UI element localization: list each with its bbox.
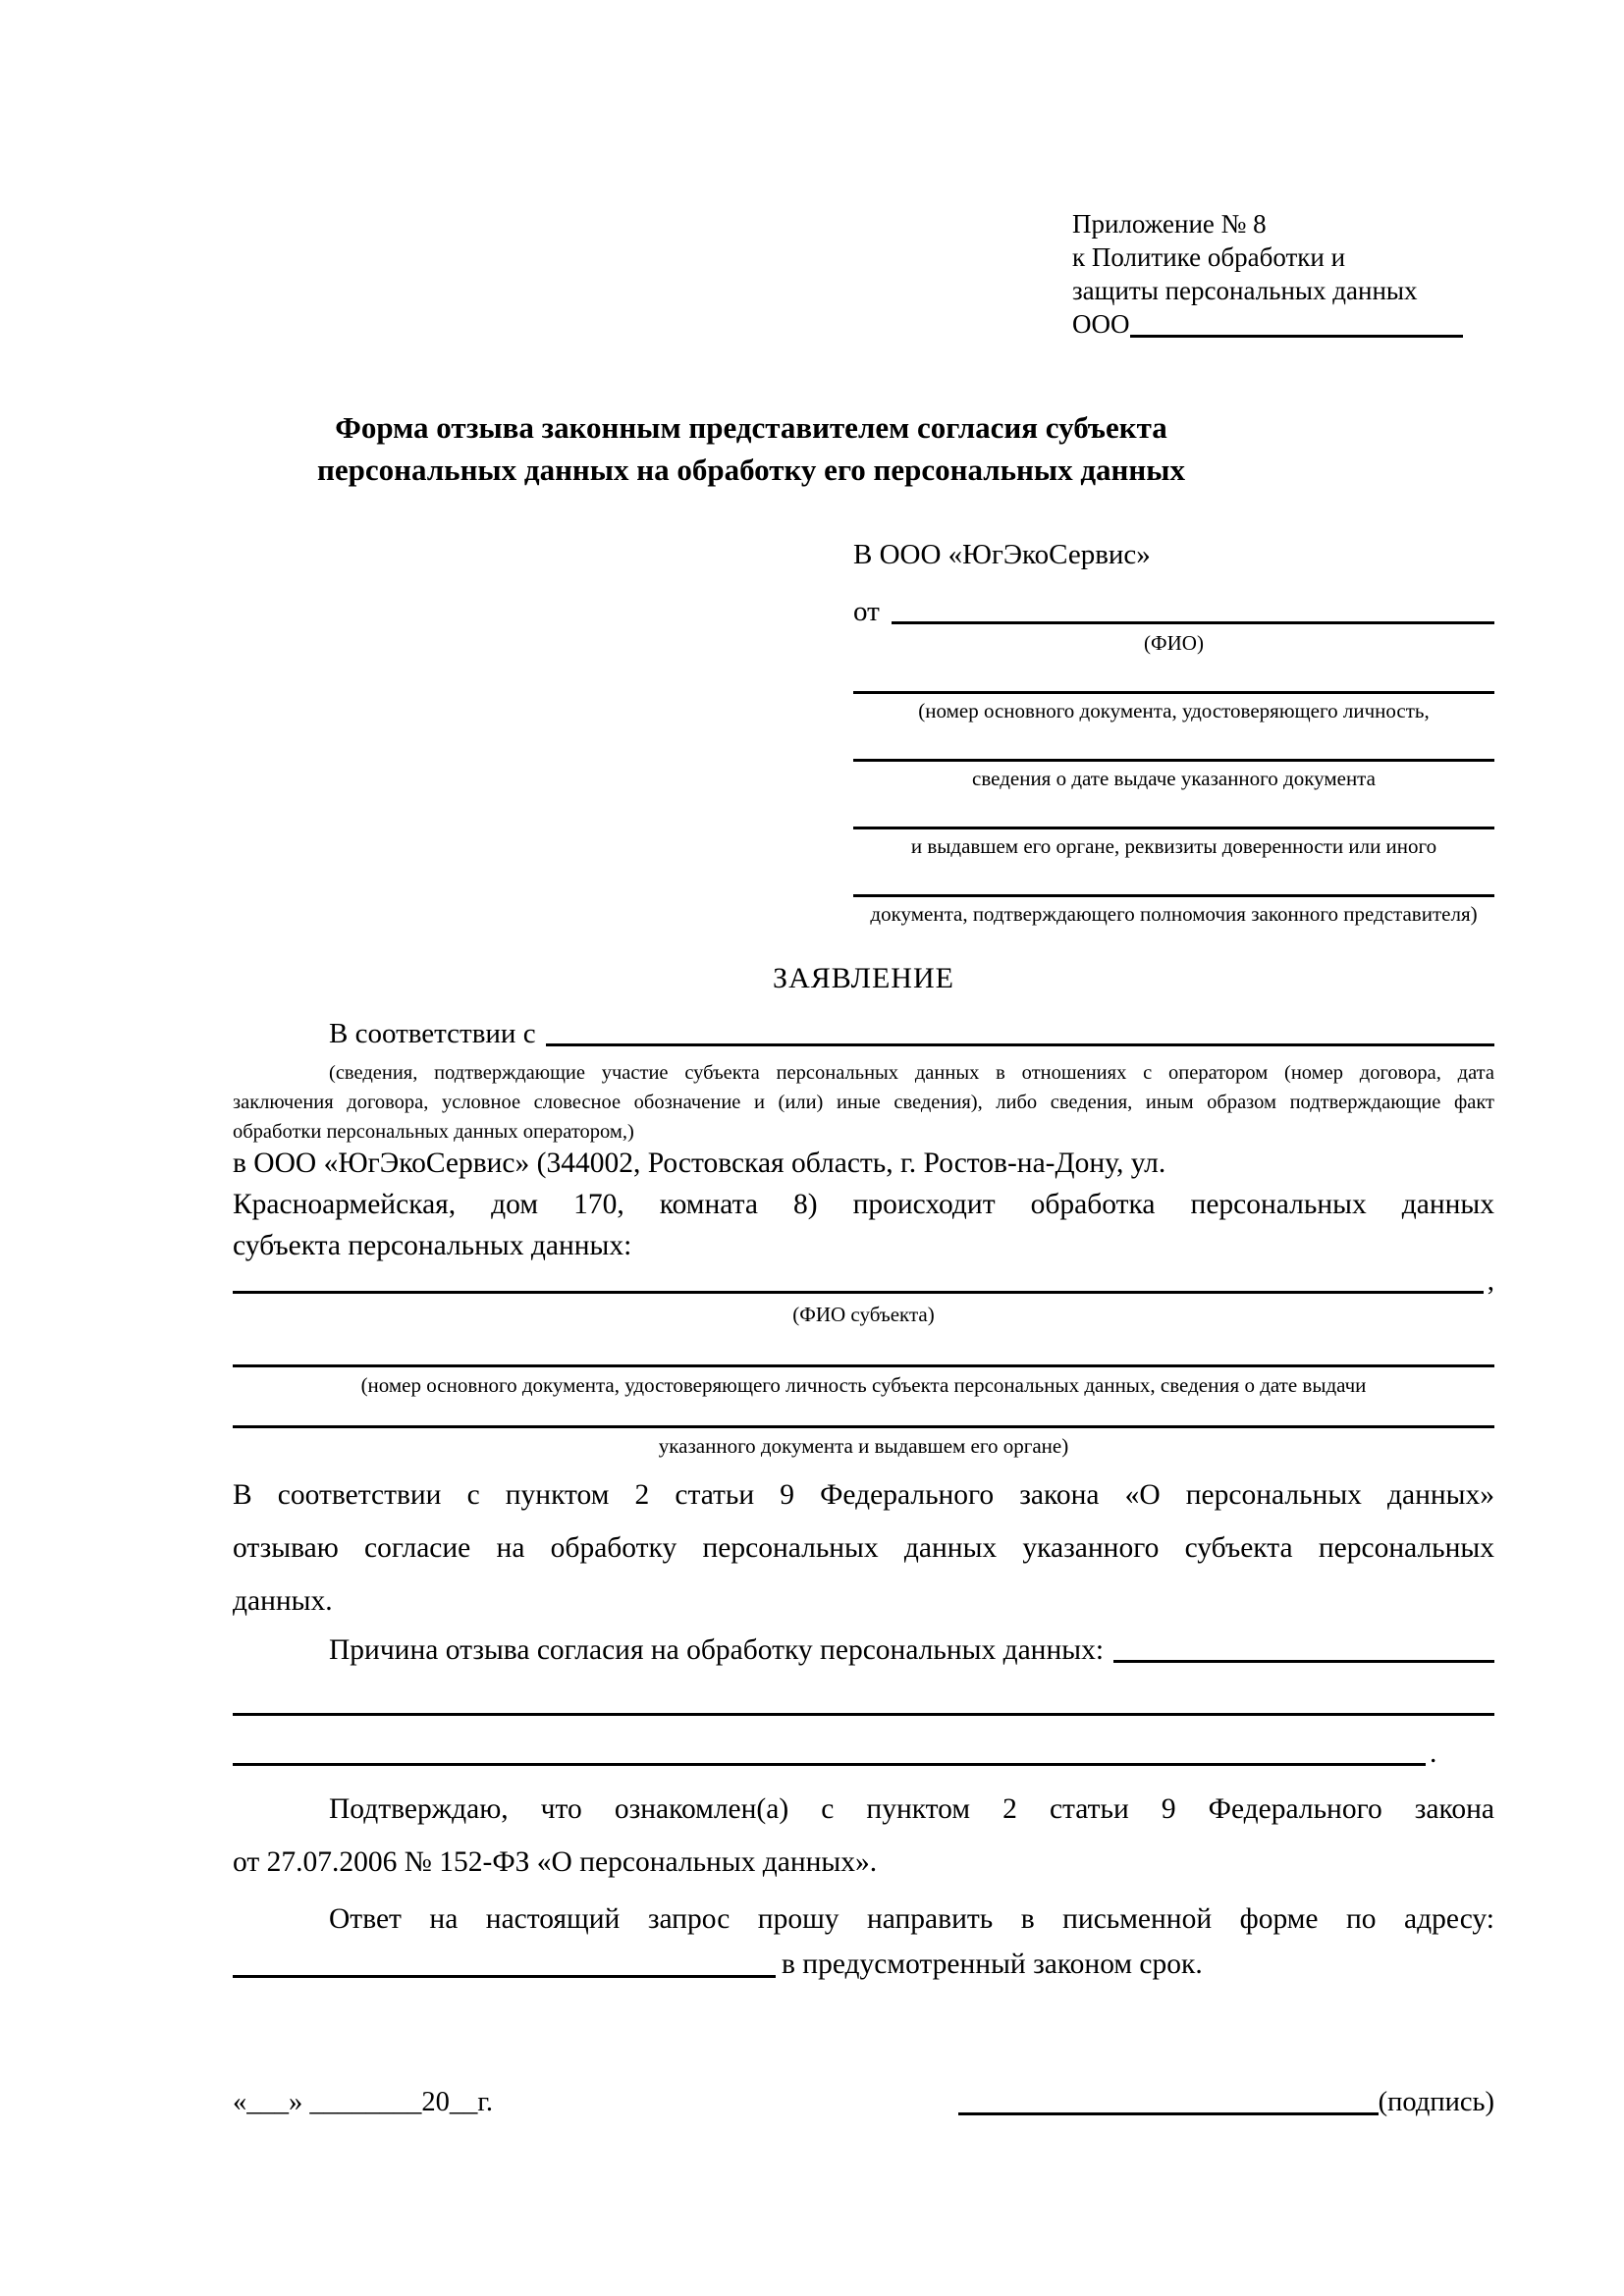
subject-fio-row — [233, 1264, 1494, 1298]
caption-line: заключения договора, условное словесное обозначение и (или) иные сведения), либо сведения, иным образом подтверждающие факт — [233, 1092, 1494, 1113]
addressee-to: В ООО «ЮгЭкоСервис» — [853, 539, 1151, 570]
blank-fill-line — [892, 621, 1494, 624]
fill-field — [853, 759, 1494, 791]
intro-row — [233, 1011, 1494, 1050]
fill-field — [233, 1364, 1494, 1398]
blank-fill-line — [233, 1713, 1494, 1716]
footer-row — [233, 2079, 1494, 2118]
paragraph-line: отзываю согласие на обработку персональных данных указанного субъекта персональных — [233, 1532, 1494, 1564]
fio-caption: (ФИО) — [1144, 631, 1204, 655]
annex-line: защиты персональных данных — [1072, 276, 1418, 305]
paragraph-line: от 27.07.2006 № 152-ФЗ «О персональных данных». — [233, 1846, 878, 1878]
annex-org-label: ООО — [1072, 309, 1130, 339]
field-caption: (номер основного документа, удостоверяющего личность субъекта персональных данных, сведения о дате выдачи — [360, 1373, 1367, 1397]
fill-field — [853, 894, 1494, 927]
paragraph-line: в ООО «ЮгЭкоСервис» (344002, Ростовская область, г. Ростов-на-Дону, ул. — [233, 1148, 1166, 1179]
reason-row — [233, 1628, 1494, 1667]
period-suffix: . — [1430, 1737, 1437, 1769]
fill-field — [233, 1425, 1494, 1459]
blank-fill-line — [233, 1291, 1484, 1294]
reply-address-row — [233, 1948, 1494, 1981]
paragraph-line: Подтверждаю, что ознакомлен(а) с пунктом 2 статьи 9 Федерального закона — [329, 1793, 1494, 1825]
caption-line: (сведения, подтверждающие участие субъекта персональных данных в отношениях с оператором (номер договора, дата — [329, 1062, 1494, 1084]
page-title — [218, 406, 1284, 491]
signature-caption: (подпись) — [1378, 2087, 1494, 2117]
paragraph-line: Ответ на настоящий запрос прошу направить в письменной форме по адресу: — [329, 1903, 1494, 1935]
field-caption: сведения о дате выдаче указанного документа — [972, 767, 1376, 790]
addressee-block — [853, 536, 1494, 927]
paragraph-line: субъекта персональных данных: — [233, 1230, 632, 1261]
blank-fill-line — [233, 1763, 1426, 1766]
blank-fill-line — [853, 894, 1494, 897]
signature-group — [958, 2087, 1494, 2118]
blank-fill-line — [853, 691, 1494, 694]
fill-field — [853, 691, 1494, 723]
from-label: от — [853, 596, 880, 627]
field-caption: документа, подтверждающего полномочия законного представителя) — [870, 902, 1478, 926]
blank-fill-line — [1113, 1660, 1494, 1663]
field-caption: (номер основного документа, удостоверяющего личность, — [918, 699, 1430, 722]
intro-label: В соответствии с — [329, 1018, 536, 1049]
fill-field — [853, 827, 1494, 859]
comma-suffix: , — [1487, 1265, 1494, 1297]
statement-heading: ЗАЯВЛЕНИЕ — [773, 962, 954, 994]
paragraph-line: Красноармейская, дом 170, комната 8) происходит обработка персональных данных — [233, 1189, 1494, 1220]
blank-fill-line — [233, 1364, 1494, 1367]
reason-end-row — [233, 1737, 1494, 1770]
annex-org-row — [1072, 307, 1463, 341]
reason-label: Причина отзыва согласия на обработку персональных данных: — [329, 1634, 1105, 1666]
caption-line: обработки персональных данных оператором,) — [233, 1121, 634, 1143]
confirm-paragraph — [233, 1783, 1494, 1889]
subject-fio-caption: (ФИО субъекта) — [792, 1303, 935, 1326]
paragraph-line: В соответствии с пунктом 2 статьи 9 Федерального закона «О персональных данных» — [233, 1479, 1494, 1511]
paragraph-line: данных. — [233, 1585, 333, 1617]
field-caption: и выдавшем его органе, реквизиты доверенности или иного — [910, 834, 1437, 858]
blank-fill-line — [546, 1043, 1494, 1046]
annex-block — [1072, 207, 1463, 341]
title-line: персональных данных на обработку его персональных данных — [317, 453, 1185, 487]
operator-paragraph — [233, 1143, 1494, 1266]
field-caption: указанного документа и выдавшем его органе) — [658, 1434, 1069, 1458]
annex-line: к Политике обработки и — [1072, 242, 1346, 272]
addressee-from-row — [853, 591, 1494, 628]
blank-fill-line — [1130, 335, 1464, 338]
reply-suffix: в предусмотренный законом срок. — [782, 1949, 1203, 1980]
annex-line: Приложение № 8 — [1072, 209, 1267, 239]
title-line: Форма отзыва законным представителем согласия субъекта — [335, 410, 1167, 445]
blank-fill-line — [233, 1425, 1494, 1428]
blank-fill-line — [853, 827, 1494, 829]
reply-paragraph — [233, 1893, 1494, 1946]
signature-line — [958, 2112, 1379, 2115]
blank-fill-line — [853, 759, 1494, 762]
revoke-paragraph — [233, 1468, 1494, 1628]
intro-caption — [233, 1058, 1494, 1147]
blank-fill-line — [233, 1975, 776, 1978]
date-line: «___» ________20__г. — [233, 2087, 493, 2117]
